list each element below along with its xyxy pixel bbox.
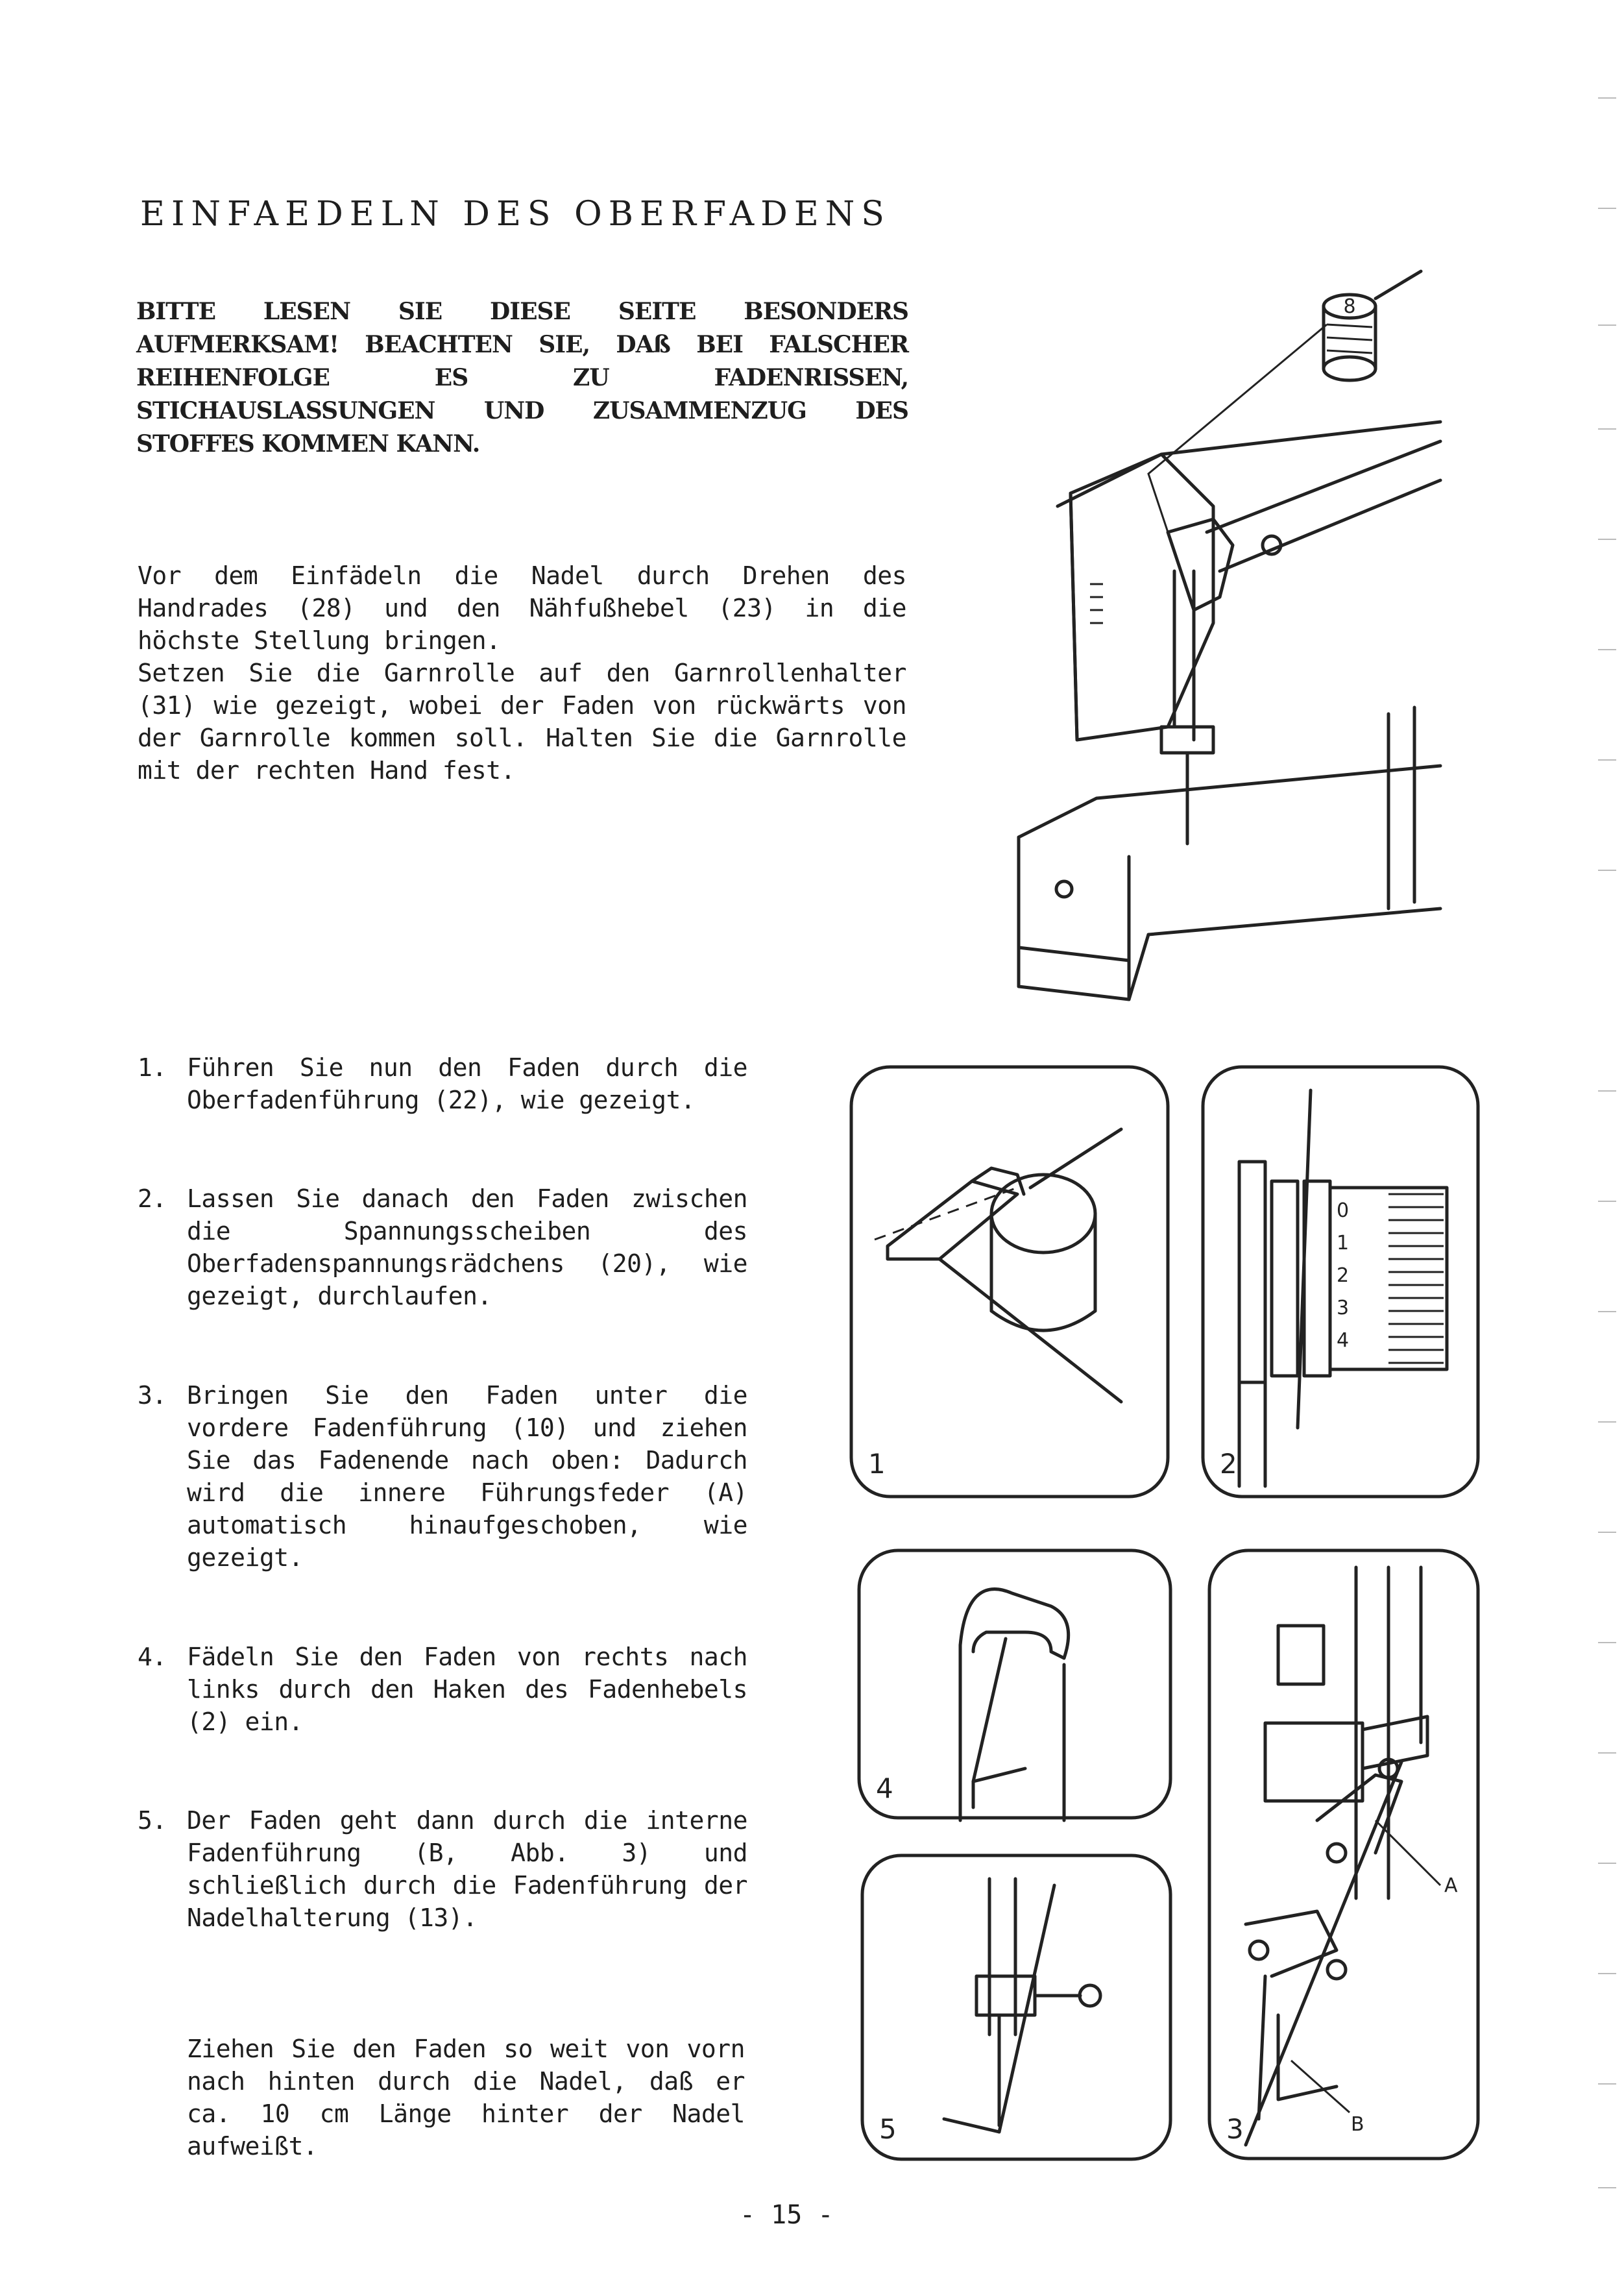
figure-panel-3 [1207, 1548, 1481, 2161]
figure-panel-1 [849, 1064, 1170, 1499]
dial-number-4: 4 [1337, 1329, 1350, 1352]
step-4 [138, 1641, 747, 1738]
margin-mark [1598, 1973, 1616, 1974]
step-number: 1. [138, 1053, 167, 1082]
margin-mark [1598, 539, 1616, 540]
margin-mark [1598, 97, 1616, 99]
intro-paragraph-2: Setzen Sie die Garnrolle auf den Garnrollenhalter (31) wie gezeigt, wobei der Faden von rückwärts von der Garnrolle kommen soll. Halten Sie die Garnrolle mit der rechten Hand fest. [138, 659, 906, 785]
callout-b: B [1351, 2113, 1364, 2136]
step-text: Bringen Sie den Faden unter die vordere Fadenführung (10) und ziehen Sie das Fadenende nach oben: Dadurch wird die innere Führungsfeder (A) automatisch hinaufgeschoben, wie gezeigt. [187, 1381, 747, 1572]
step-5 [138, 1804, 747, 1934]
page-title: EINFAEDELN DES OBERFADENS [140, 195, 891, 234]
figure-panel-5 [860, 1853, 1173, 2162]
margin-mark [1598, 1863, 1616, 1864]
margin-mark [1598, 1532, 1616, 1533]
margin-mark [1598, 2083, 1616, 2085]
margin-mark [1598, 1421, 1616, 1423]
step-number: 2. [138, 1184, 167, 1213]
step-text: Der Faden geht dann durch die interne Fadenführung (B, Abb. 3) und schließlich durch die Fadenführung der Nadelhalterung (13). [187, 1806, 747, 1932]
callout-a: A [1444, 1874, 1458, 1897]
step-2 [138, 1182, 747, 1312]
step-1 [138, 1051, 747, 1116]
margin-mark [1598, 1201, 1616, 1202]
intro-paragraph-1: Vor dem Einfädeln die Nadel durch Drehen des Handrades (28) und den Nähfußhebel (23) in die höchste Stellung bringen. [138, 561, 906, 655]
step-text: Führen Sie nun den Faden durch die Oberfadenführung (22), wie gezeigt. [187, 1053, 747, 1114]
margin-mark [1598, 1752, 1616, 1754]
margin-mark [1598, 649, 1616, 650]
margin-mark [1598, 324, 1616, 326]
closing-text: Ziehen Sie den Faden so weit von vorn nach hinten durch die Nadel, daß er ca. 10 cm Länge hinter der Nadel aufweißt. [187, 2035, 745, 2160]
figure-panel-2 [1200, 1064, 1481, 1499]
margin-mark [1598, 1642, 1616, 1643]
dial-number-3: 3 [1337, 1297, 1350, 1319]
step-number: 4. [138, 1643, 167, 1671]
spool-mark: 8 [1343, 295, 1356, 318]
panel-label: 4 [876, 1772, 893, 1804]
figure-panel-4 [856, 1548, 1173, 1820]
dial-number-1: 1 [1337, 1232, 1350, 1254]
margin-mark [1598, 208, 1616, 209]
margin-mark [1598, 870, 1616, 871]
margin-mark [1598, 1090, 1616, 1092]
margin-mark [1598, 1311, 1616, 1312]
dial-number-2: 2 [1337, 1264, 1350, 1287]
margin-mark [1598, 428, 1616, 430]
panel-label: 5 [879, 2113, 897, 2145]
panel-label: 1 [868, 1448, 886, 1480]
margin-mark [1598, 759, 1616, 761]
panel-label: 3 [1226, 2113, 1244, 2145]
dial-number-0: 0 [1337, 1199, 1350, 1222]
step-number: 5. [138, 1806, 167, 1835]
step-3 [138, 1379, 747, 1574]
page-number: - 15 - [740, 2200, 834, 2230]
panel-label: 2 [1220, 1448, 1237, 1480]
step-text: Fädeln Sie den Faden von rechts nach links durch den Haken des Fadenhebels (2) ein. [187, 1643, 747, 1736]
step-number: 3. [138, 1381, 167, 1410]
intro-text [138, 559, 906, 787]
warning-notice: BITTE LESEN SIE DIESE SEITE BESONDERS AUFMERKSAM! BEACHTEN SIE, DAß BEI FALSCHER REIHENFOLGE ES ZU FADENRISSEN, STICHAUSLASSUNGEN UND ZUSAMMENZUG DES STOFFES KOMMEN KANN. [136, 298, 908, 458]
margin-mark [1598, 2187, 1616, 2188]
step-text: Lassen Sie danach den Faden zwischen die Spannungsscheiben des Oberfadenspannungsrädchens (20), wie gezeigt, durchlaufen. [187, 1184, 747, 1310]
sewing-machine-threading-icon [999, 260, 1466, 1012]
